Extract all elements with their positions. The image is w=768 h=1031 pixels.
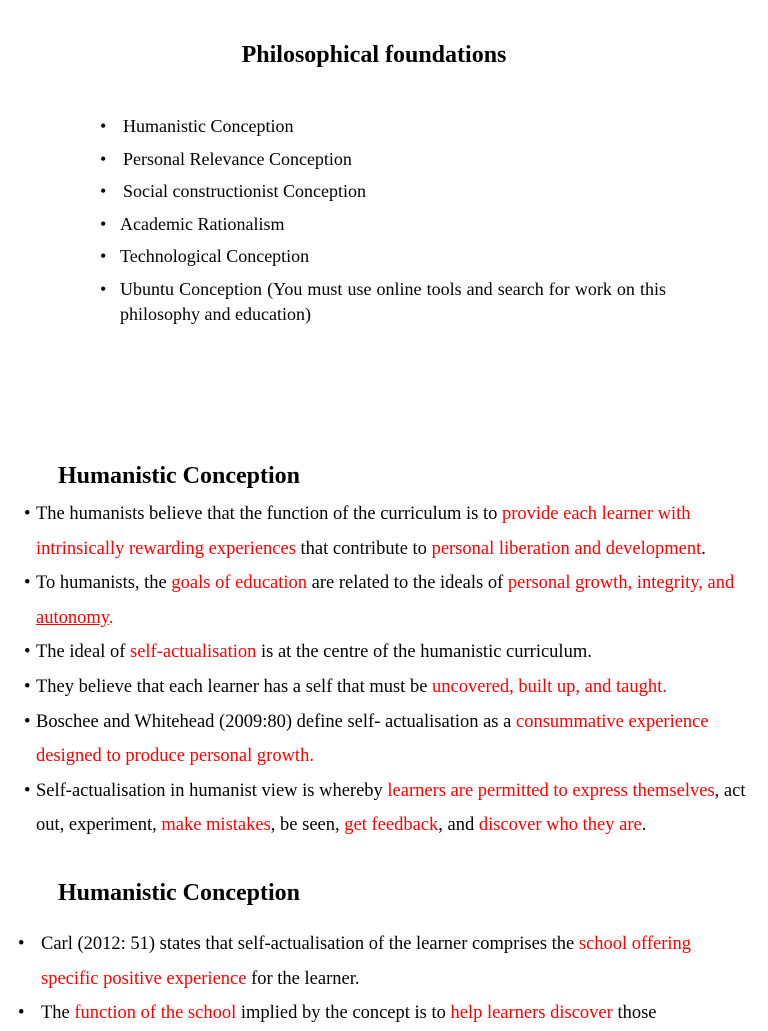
text-run: are related to the ideals of <box>307 573 508 594</box>
text-run: is at the centre of the humanistic curriculum. <box>256 642 592 663</box>
text-run: Boschee and Whitehead (2009:80) define self- actualisation as a <box>36 711 516 732</box>
list-item <box>100 147 666 172</box>
highlight-text: discover who they are <box>478 815 642 836</box>
text-run: , be seen, <box>270 815 345 836</box>
highlight-text-underlined: autonomy <box>36 607 109 628</box>
toc-item-social-constructionist: Social constructionist Conception <box>123 181 366 202</box>
section-heading-1: Humanistic Conception <box>58 463 301 489</box>
text-run: , act out, experiment, <box>36 780 746 836</box>
highlight-text: uncovered, built up, and taught. <box>432 676 667 697</box>
highlight-text: consummative experience designed to produce personal growth. <box>36 711 709 767</box>
toc-list <box>100 114 666 335</box>
text-run: Self-actualisation in humanist view is whereby <box>36 780 388 801</box>
toc-item-personal-relevance: Personal Relevance Conception <box>123 148 352 169</box>
text-run: They believe that each learner has a self that must be <box>36 676 433 697</box>
list-item <box>100 244 666 269</box>
list-item <box>24 566 752 635</box>
highlight-text: get feedback <box>344 815 439 836</box>
list-item <box>24 774 752 843</box>
text-run: those <box>612 1003 657 1023</box>
text-run: The <box>41 1003 75 1023</box>
list-item <box>24 497 752 566</box>
highlight-text: make mistakes <box>161 815 271 836</box>
text-run: The humanists believe that the function of the curriculum is to <box>36 504 502 524</box>
highlight-text: function of the school <box>74 1003 237 1023</box>
highlight-text: provide each learner with intrinsically rewarding experiences <box>36 504 691 559</box>
highlight-text: goals of education <box>171 573 308 594</box>
list-item <box>100 277 666 327</box>
highlight-text: learners are permitted to express themselves <box>387 780 715 801</box>
toc-item-technological: Technological Conception <box>120 246 310 267</box>
text-run: . <box>641 815 647 836</box>
list-item <box>18 996 746 1031</box>
text-run: that contribute to <box>295 538 432 559</box>
highlight-text: self-actualisation <box>130 642 257 663</box>
toc-item-academic-rationalism: Academic Rationalism <box>120 213 285 234</box>
list-item <box>100 179 666 204</box>
list-item <box>24 705 752 774</box>
highlight-text: . <box>108 607 114 628</box>
text-run: . <box>701 538 706 559</box>
list-item <box>100 114 666 139</box>
section-2-bullets <box>18 927 746 1031</box>
section-heading-2: Humanistic Conception <box>58 880 301 906</box>
text-run: , and <box>438 815 479 836</box>
list-item <box>18 927 746 996</box>
page-title: Philosophical foundations <box>241 42 507 68</box>
highlight-text: personal liberation and development <box>431 538 702 559</box>
list-item <box>24 635 752 670</box>
highlight-text: help learners discover <box>450 1003 613 1023</box>
toc-item-ubuntu: Ubuntu Conception (You must use online tools and search for work on this philosophy and education) <box>120 278 666 324</box>
text-run: To humanists, the <box>36 573 172 594</box>
text-run: The ideal of <box>36 642 130 663</box>
section-1-bullets <box>24 497 752 843</box>
text-run: Carl (2012: 51) states that self-actualisation of the learner comprises the <box>41 934 579 954</box>
list-item <box>100 212 666 237</box>
toc-item-humanistic: Humanistic Conception <box>123 116 294 136</box>
highlight-text: school offering specific positive experience <box>41 934 692 989</box>
list-item <box>24 670 752 705</box>
highlight-text: personal growth, integrity, and <box>507 573 735 594</box>
text-run: implied by the concept is to <box>236 1003 451 1023</box>
text-run: for the learner. <box>246 968 360 989</box>
